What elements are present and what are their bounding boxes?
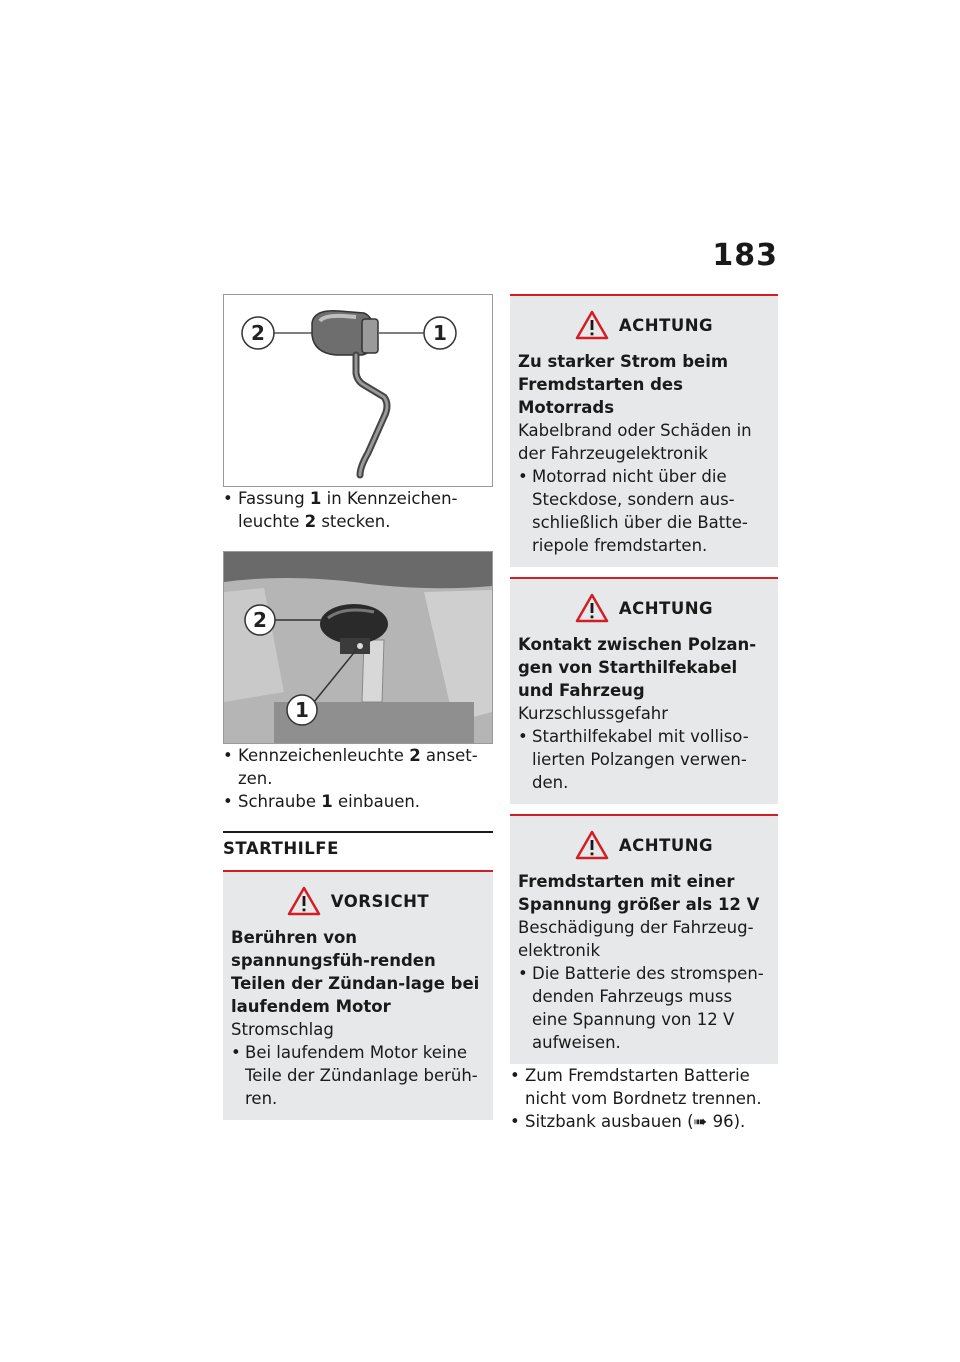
right-column bbox=[510, 294, 778, 1133]
warning-triangle-icon bbox=[575, 593, 609, 623]
warning-title: Kontakt zwischen Polzan-gen von Starthilfekabel und Fahrzeug bbox=[518, 635, 757, 700]
warning-title: Zu starker Strom beim Fremdstarten des Motorrads bbox=[518, 352, 729, 417]
warning-bullets bbox=[518, 465, 770, 557]
figure2-steps bbox=[223, 744, 493, 813]
socket-drawing bbox=[224, 295, 492, 486]
step-remove-seat: • Sitzbank ausbauen (➠ 96). bbox=[510, 1110, 778, 1133]
callout-1-label: 1 bbox=[433, 321, 447, 345]
warning-triangle-icon bbox=[575, 310, 609, 340]
warning-bullets bbox=[518, 962, 770, 1054]
warning-triangle-icon bbox=[287, 886, 321, 916]
warning-box-achtung-current bbox=[510, 294, 778, 567]
warning-bullet: • Starthilfekabel mit volliso-lierten Polzangen verwen-den. bbox=[518, 725, 770, 794]
figure-socket-illustration bbox=[223, 294, 493, 487]
warning-bullet: • Bei laufendem Motor keine Teile der Zündanlage berüh-ren. bbox=[231, 1041, 485, 1110]
callout-2-label: 2 bbox=[251, 321, 265, 345]
socket bbox=[362, 319, 378, 353]
step-insert-socket: • Fassung 1 in Kennzeichen-leuchte 2 stecken. bbox=[223, 487, 493, 533]
warning-bullet: • Die Batterie des stromspen-denden Fahrzeugs muss eine Spannung von 12 V aufweisen. bbox=[518, 962, 770, 1054]
warning-subtitle: Beschädigung der Fahrzeug-elektronik bbox=[518, 918, 754, 960]
warning-label: ACHTUNG bbox=[618, 315, 714, 335]
warning-bullets bbox=[231, 1041, 485, 1110]
warning-title: Fremdstarten mit einer Spannung größer als 12 V bbox=[518, 872, 760, 914]
warning-box-vorsicht bbox=[223, 870, 493, 1120]
left-column bbox=[223, 294, 493, 1120]
page-number: 183 bbox=[712, 238, 778, 273]
step-attach-light: • Kennzeichenleuchte 2 anset-zen. bbox=[223, 744, 493, 790]
mounting-drawing bbox=[224, 552, 492, 743]
warning-box-achtung-voltage bbox=[510, 814, 778, 1064]
warning-subtitle: Kurzschlussgefahr bbox=[518, 704, 669, 723]
warning-triangle-icon bbox=[575, 830, 609, 860]
warning-bullet: • Motorrad nicht über die Steckdose, sondern aus-schließlich über die Batte-riepole fremdstarten. bbox=[518, 465, 770, 557]
warning-title: Berühren von spannungsfüh-renden Teilen der Zündan-lage bei laufendem Motor bbox=[231, 928, 480, 1016]
step-install-screw: • Schraube 1 einbauen. bbox=[223, 790, 493, 813]
warning-label: ACHTUNG bbox=[618, 598, 714, 618]
warning-header bbox=[231, 886, 485, 916]
warning-subtitle: Stromschlag bbox=[231, 1020, 334, 1039]
callout-1-label: 1 bbox=[295, 698, 309, 722]
figure-mounting-photo bbox=[223, 551, 493, 744]
warning-header bbox=[518, 310, 770, 340]
warning-subtitle: Kabelbrand oder Schäden in der Fahrzeugelektronik bbox=[518, 421, 752, 463]
warning-label: VORSICHT bbox=[330, 891, 430, 911]
warning-bullets bbox=[518, 725, 770, 794]
step-keep-battery-connected: • Zum Fremdstarten Batterie nicht vom Bordnetz trennen. bbox=[510, 1064, 778, 1110]
callout-2-label: 2 bbox=[253, 608, 267, 632]
warning-box-achtung-clamps bbox=[510, 577, 778, 804]
final-steps bbox=[510, 1064, 778, 1133]
warning-header bbox=[518, 830, 770, 860]
warning-header bbox=[518, 593, 770, 623]
section-heading: STARTHILFE bbox=[223, 831, 493, 858]
screw bbox=[357, 643, 363, 649]
warning-label: ACHTUNG bbox=[618, 835, 714, 855]
cable bbox=[356, 355, 387, 475]
figure1-steps bbox=[223, 487, 493, 533]
